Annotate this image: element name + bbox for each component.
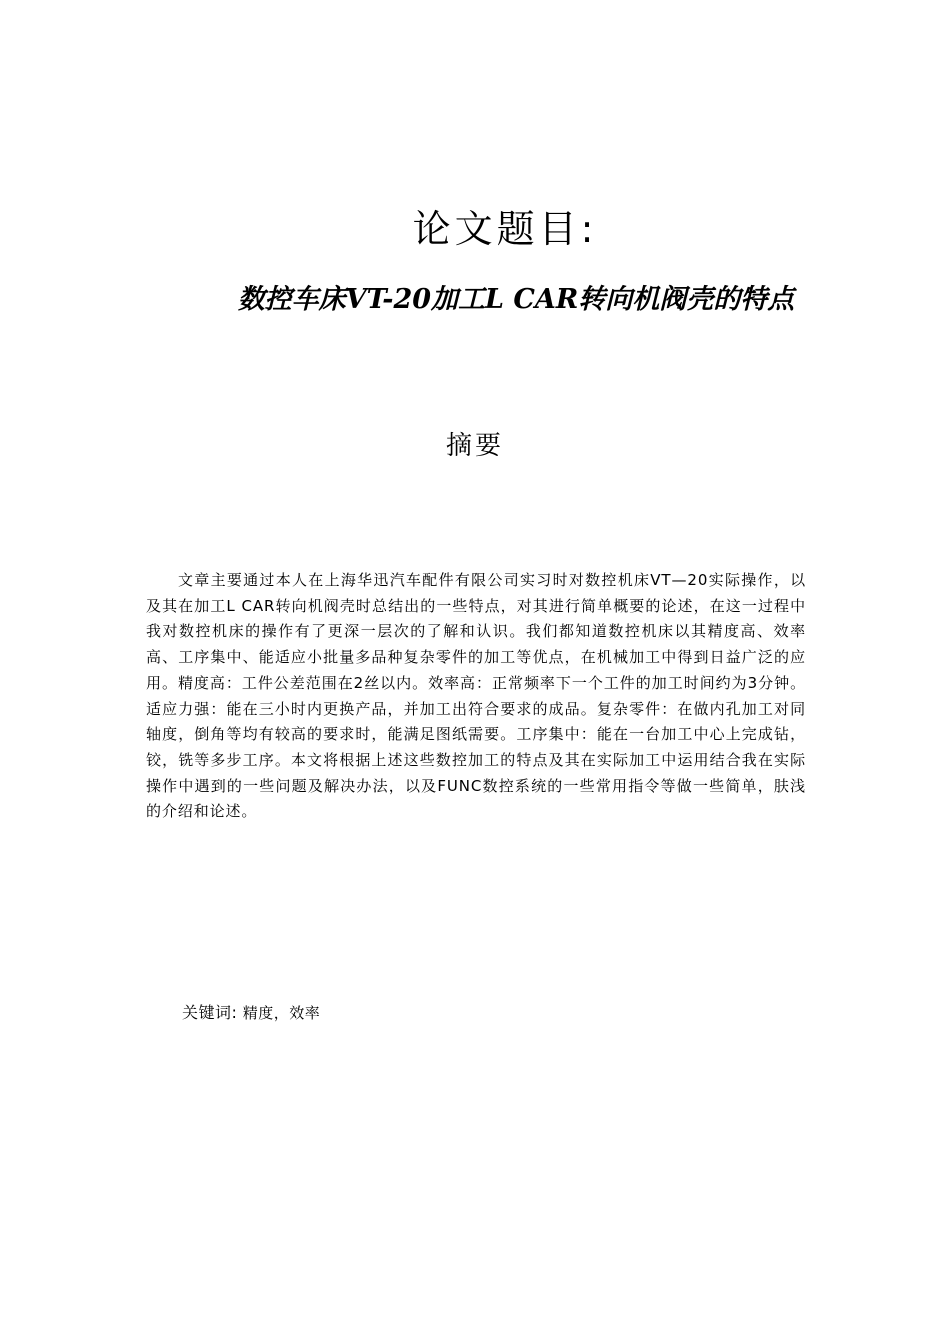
- abstract-heading: 摘要: [445, 431, 504, 461]
- heading: 论文题目:: [412, 207, 598, 251]
- abstract-body: 文章主要通过本人在上海华迅汽车配件有限公司实习时对数控机床VT—20实际操作，以及其在加工L CAR转向机阀壳时总结出的一些特点，对其进行简单概要的论述，在这一过程中我对数控机床的操作有了更深一层次的了解和认识。我们都知道数控机床以其精度高、效率高、工序集中、能适应小批量多品种复杂零件的加工等优点，在机械加工中得到日益广泛的应用。精度高：工件公差范围在2丝以内。效率高：正常频率下一个工件的加工时间约为3分钟。适应力强：能在三小时内更换产品，并加工出符合要求的成品。复杂零件：在做内孔加工对同轴度，倒角等均有较高的要求时，能满足图纸需要。工序集中：能在一台加工中心上完成钻，铰，铣等多步工序。本文将根据上述这些数控加工的特点及其在实际加工中运用结合我在实际操作中遇到的一些问题及解决办法，以及FUNC数控系统的一些常用指令等做一些简单，肤浅的介绍和论述。: [146, 571, 806, 821]
- paper-title: 数控车床VT-20加工L CAR转向机阀壳的特点: [237, 284, 795, 315]
- keywords-label: 关键词:: [182, 1003, 238, 1022]
- keywords-line: [182, 1000, 320, 1026]
- keywords-value: 精度，效率: [242, 1004, 321, 1022]
